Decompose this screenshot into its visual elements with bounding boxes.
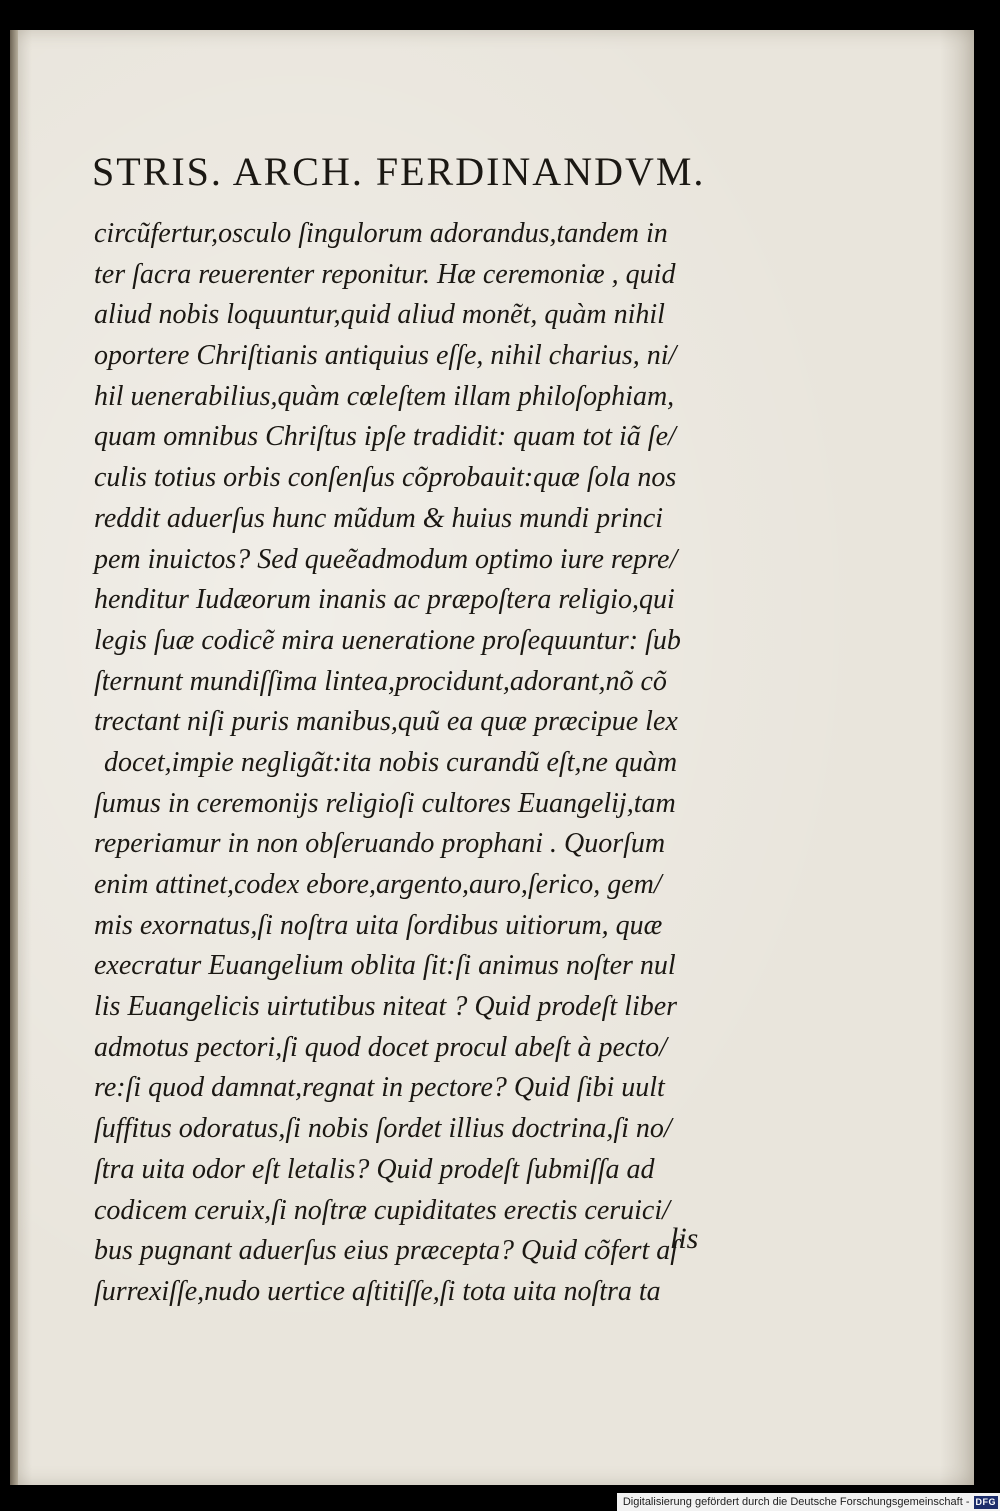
text-line: trectant niſi puris manibus,quũ ea quæ præcipue lex xyxy=(94,706,678,738)
text-block xyxy=(94,214,734,1313)
text-line: admotus pectori,ſi quod docet procul abeſt à pecto/ xyxy=(94,1031,667,1063)
text-line: bus pugnant aduerſus eius præcepta? Quid cõfert aſ xyxy=(94,1235,679,1267)
text-line: ſternunt mundiſſima lintea,procidunt,adorant,nõ cõ xyxy=(94,665,667,697)
text-line: legis ſuæ codicẽ mira ueneratione proſequuntur: ſub xyxy=(94,624,681,656)
text-line: codicem ceruix,ſi noſtræ cupiditates erectis ceruici/ xyxy=(94,1194,670,1226)
text-line: ſtra uita odor eſt letalis? Quid prodeſt ſubmiſſa ad xyxy=(94,1153,655,1185)
text-line: ſurrexiſſe,nudo uertice aſtitiſſe,ſi tota uita noſtra ta xyxy=(94,1275,661,1307)
footer-credit-bar xyxy=(617,1493,1000,1511)
text-line: quam omnibus Chriſtus ipſe tradidit: quam tot iã ſe/ xyxy=(94,421,676,453)
text-line: mis exornatus,ſi noſtra uita ſordibus uitiorum, quæ xyxy=(94,909,663,941)
text-line: ter ſacra reuerenter reponitur. Hæ ceremoniæ , quid xyxy=(94,258,676,290)
text-line: hil uenerabilius,quàm cœleſtem illam philoſophiam, xyxy=(94,380,675,412)
page-edge xyxy=(10,30,18,1485)
text-line: oportere Chriſtianis antiquius eſſe, nihil charius, ni/ xyxy=(94,340,677,372)
book-page xyxy=(10,30,974,1485)
text-line: execratur Euangelium oblita ſit:ſi animus noſter nul xyxy=(94,950,676,982)
text-line: reddit aduerſus hunc mũdum & huius mundi princi xyxy=(94,502,664,534)
text-line: enim attinet,codex ebore,argento,auro,ſerico, gem/ xyxy=(94,869,662,900)
text-line: aliud nobis loquuntur,quid aliud monẽt, quàm nihil xyxy=(94,299,665,331)
catchword: lis xyxy=(670,1222,699,1255)
running-head: STRIS. ARCH. FERDINANDVM. xyxy=(92,149,706,194)
text-line: ſuffitus odoratus,ſi nobis ſordet illius doctrina,ſi no/ xyxy=(94,1113,672,1145)
text-line: docet,impie negligãt:ita nobis curandũ eſt,ne quàm xyxy=(104,746,678,778)
text-line: culis totius orbis conſenſus cõprobauit:quæ ſola nos xyxy=(94,462,677,494)
text-line: circũfertur,osculo ſingulorum adorandus,tandem in xyxy=(94,218,668,249)
text-line: ſumus in ceremonijs religioſi cultores Euangelij,tam xyxy=(94,787,676,819)
text-line: lis Euangelicis uirtutibus niteat ? Quid prodeſt liber xyxy=(94,991,678,1023)
dfg-logo: DFG xyxy=(975,1497,996,1507)
footer-credit-text: Digitalisierung gefördert durch die Deutsche Forschungsgemeinschaft - xyxy=(622,1496,970,1508)
text-line: henditur Iudæorum inanis ac præpoſtera religio,qui xyxy=(94,584,675,616)
text-line: re:ſi quod damnat,regnat in pectore? Quid ſibi uult xyxy=(94,1072,665,1104)
text-line: pem inuictos? Sed queẽadmodum optimo iure repre/ xyxy=(94,543,678,575)
text-line: reperiamur in non obſeruando prophani . Quorſum xyxy=(94,828,666,860)
